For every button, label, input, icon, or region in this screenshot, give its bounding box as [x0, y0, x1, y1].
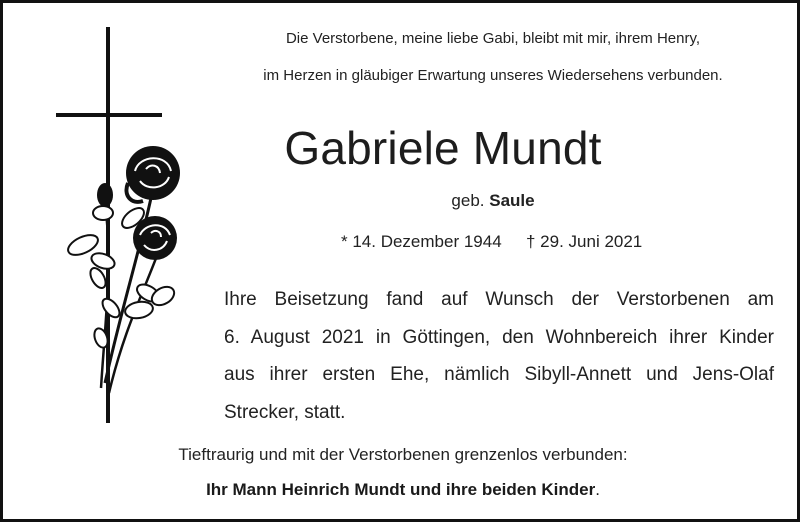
deceased-name: Gabriele Mundt	[284, 122, 602, 174]
signature-text: Ihr Mann Heinrich Mundt und ihre beiden Kinder	[206, 480, 596, 499]
birth-date: * 14. Dezember 1944	[341, 232, 502, 251]
announcement-line: Ihre Beisetzung fand auf Wunsch der Verstorbenen am	[224, 289, 774, 310]
maiden-prefix: geb.	[451, 191, 485, 210]
maiden-name-line	[223, 191, 763, 211]
announcement-line: Strecker, statt.	[224, 401, 346, 423]
burial-announcement	[224, 281, 774, 431]
cross-horizontal-beam	[56, 113, 162, 117]
maiden-name: Saule	[489, 191, 535, 210]
signature-period: .	[595, 480, 600, 499]
signature-line	[3, 480, 800, 500]
rose-icon	[126, 146, 180, 202]
death-date: † 29. Juni 2021	[526, 232, 643, 251]
closing-line: Tieftraurig und mit der Verstorbenen grenzenlos verbunden:	[178, 445, 628, 464]
announcement-line: 6. August 2021 in Göttingen, den Wohnbereich ihrer Kinder	[224, 326, 774, 348]
rose-icon	[133, 216, 177, 260]
cross-with-roses-icon	[43, 23, 203, 433]
rosebud-icon	[93, 183, 113, 220]
announcement-line: aus ihrer ersten Ehe, nämlich Sibyll-Annett und Jens-Olaf	[224, 364, 774, 385]
motto-line-1: Die Verstorbene, meine liebe Gabi, bleibt mit mir, ihrem Henry,	[285, 30, 701, 47]
motto-line-2: im Herzen in gläubiger Erwartung unseres Wiedersehens verbunden.	[263, 67, 723, 84]
